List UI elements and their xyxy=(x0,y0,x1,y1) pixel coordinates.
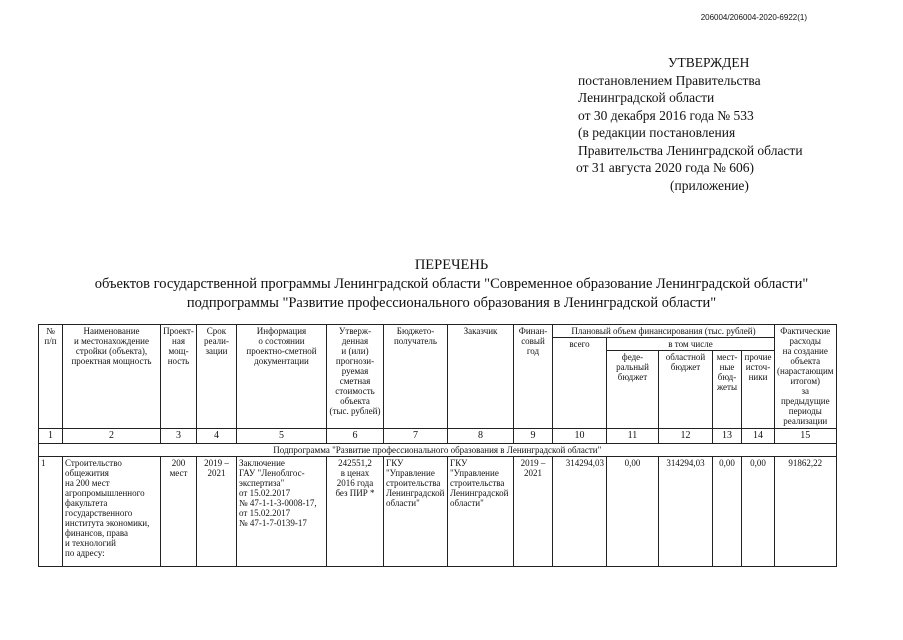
header-number: № п/п xyxy=(39,325,63,429)
table-row xyxy=(39,457,837,567)
column-number: 5 xyxy=(237,429,327,444)
document-id: 206004/206004-2020-6922(1) xyxy=(700,13,807,22)
title-heading: ПЕРЕЧЕНЬ xyxy=(414,257,489,273)
subprogram-row xyxy=(39,444,837,457)
column-number: 4 xyxy=(197,429,237,444)
approval-line: от 31 августа 2020 года № 606) xyxy=(576,160,754,175)
column-number: 13 xyxy=(713,429,742,444)
row-docs: Заключение ГАУ "Леноблгос- экспертиза" от 15.02.2017 № 47-1-1-3-0008-17, от 15.02.2017 № 47-1-7-0139-17 xyxy=(237,457,327,567)
row-year: 2019 – 2021 xyxy=(514,457,553,567)
row-recipient: ГКУ "Управление строительства Ленинградской области" xyxy=(384,457,448,567)
row-capacity: 200 мест xyxy=(161,457,197,567)
column-number: 1 xyxy=(39,429,63,444)
row-number: 1 xyxy=(39,457,63,567)
title-program: объектов государственной программы Ленинградской области "Современное образование Ленинградской области" xyxy=(94,276,809,292)
column-number: 7 xyxy=(384,429,448,444)
row-term: 2019 – 2021 xyxy=(197,457,237,567)
approval-block xyxy=(576,54,803,194)
row-federal: 0,00 xyxy=(607,457,659,567)
column-number: 12 xyxy=(659,429,713,444)
header-including: в том числе xyxy=(607,338,775,351)
header-recipient: Бюджето- получатель xyxy=(384,325,448,429)
header-capacity: Проект- ная мощ- ность xyxy=(161,325,197,429)
header-total: всего xyxy=(553,338,607,429)
header-docs: Информация о состоянии проектно-сметной документации xyxy=(237,325,327,429)
column-number: 6 xyxy=(327,429,384,444)
row-total: 314294,03 xyxy=(553,457,607,567)
approval-line: (приложение) xyxy=(670,177,749,193)
column-number: 8 xyxy=(448,429,514,444)
header-term: Срок реали- зации xyxy=(197,325,237,429)
column-number: 14 xyxy=(742,429,775,444)
column-number: 9 xyxy=(514,429,553,444)
header-cost: Утверж- денная и (или) прогнози- руемая сметная стоимость объекта (тыс. рублей) xyxy=(327,325,384,429)
header-name: Наименование и местонахождение стройки (объекта), проектная мощность xyxy=(63,325,161,429)
header-year: Финан- совый год xyxy=(514,325,553,429)
row-cost: 242551,2 в ценах 2016 года без ПИР * xyxy=(327,457,384,567)
approval-line: от 30 декабря 2016 года № 533 xyxy=(578,107,754,123)
approval-line: Ленинградской области xyxy=(578,90,715,105)
approval-heading: УТВЕРЖДЕН xyxy=(668,55,750,70)
column-number: 10 xyxy=(553,429,607,444)
header-regional: областной бюджет xyxy=(659,351,713,429)
header-local: мест- ные бюд- жеты xyxy=(713,351,742,429)
column-number: 11 xyxy=(607,429,659,444)
row-regional: 314294,03 xyxy=(659,457,713,567)
approval-line: Правительства Ленинградской области xyxy=(578,142,803,158)
title-subprogram: подпрограммы "Развитие профессионального образования в Ленинградской области" xyxy=(186,295,717,311)
column-number: 3 xyxy=(161,429,197,444)
subprogram-title: Подпрограмма "Развитие профессионального образования в Ленинградской области" xyxy=(39,444,837,457)
row-customer: ГКУ "Управление строительства Ленинградской области" xyxy=(448,457,514,567)
header-federal: феде- ральный бюджет xyxy=(607,351,659,429)
document-title xyxy=(0,256,903,313)
column-number: 2 xyxy=(63,429,161,444)
header-row xyxy=(39,325,837,338)
approval-line: постановлением Правительства xyxy=(578,72,761,88)
header-customer: Заказчик xyxy=(448,325,514,429)
approval-line: (в редакции постановления xyxy=(578,125,736,140)
column-number: 15 xyxy=(775,429,837,444)
column-number-row xyxy=(39,429,837,444)
header-actual: Фактические расходы на создание объекта (нарастающим итогом) за предыдущие периоды реализации xyxy=(775,325,837,429)
header-plan: Плановый объем финансирования (тыс. рублей) xyxy=(553,325,775,338)
row-local: 0,00 xyxy=(713,457,742,567)
row-other: 0,00 xyxy=(742,457,775,567)
header-other: прочие источ- ники xyxy=(742,351,775,429)
objects-table xyxy=(38,324,837,567)
row-object-name: Строительство общежития на 200 мест агропромышленного факультета государственного института экономики, финансов, права и технологий по адресу: xyxy=(63,457,161,567)
row-actual: 91862,22 xyxy=(775,457,837,567)
